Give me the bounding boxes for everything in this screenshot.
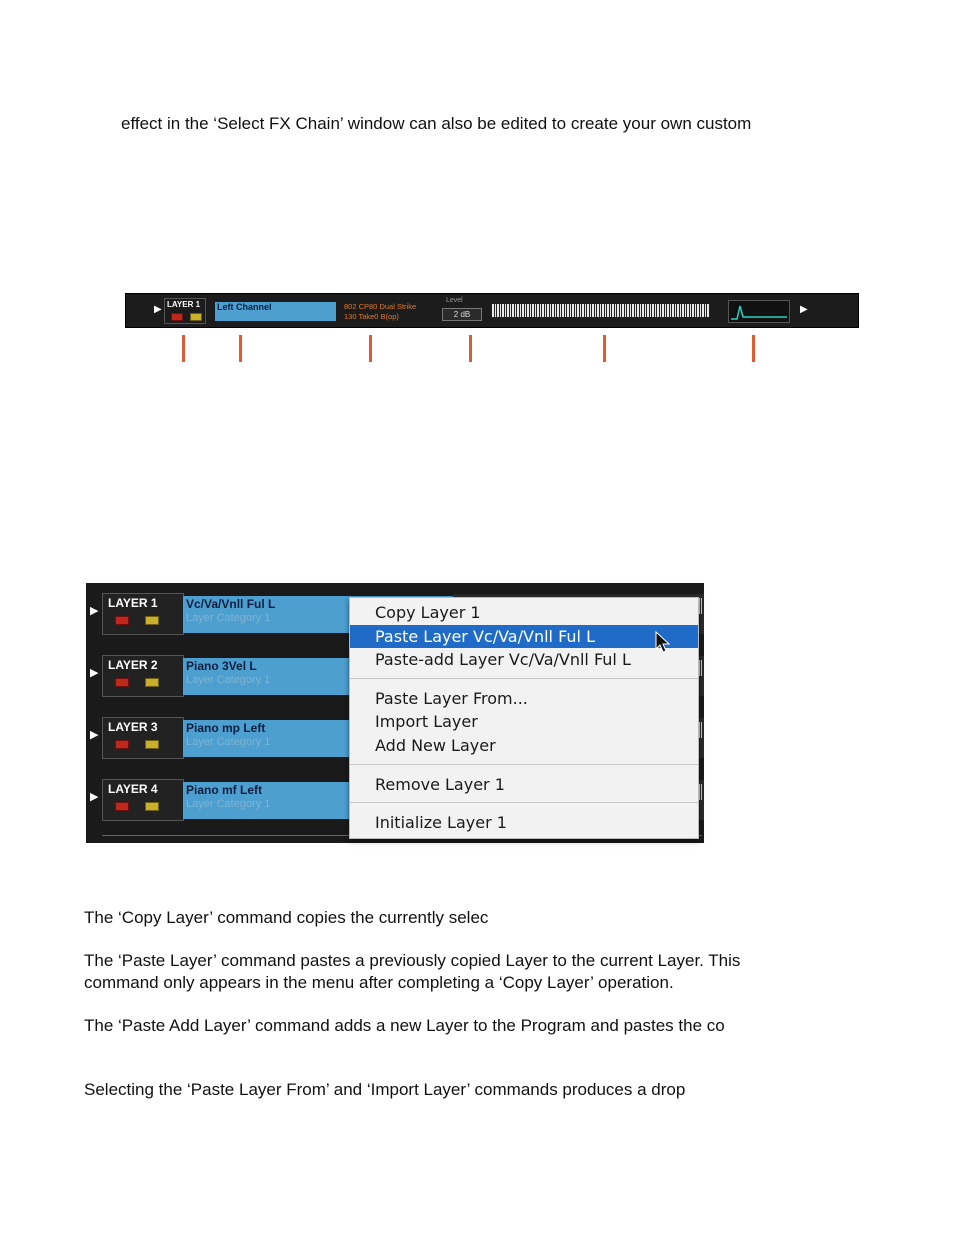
solo-button[interactable] bbox=[145, 678, 159, 687]
layer-label: LAYER 2 bbox=[108, 658, 158, 672]
mouse-pointer-icon bbox=[655, 631, 671, 655]
layer-name: Piano mp Left bbox=[186, 721, 266, 735]
layer-name: Vc/Va/Vnll Ful L bbox=[186, 597, 276, 611]
channel-name-field[interactable] bbox=[215, 302, 336, 321]
layer-label: LAYER 1 bbox=[108, 596, 158, 610]
envelope-display[interactable] bbox=[728, 300, 790, 323]
callout-marker bbox=[182, 335, 185, 362]
menu-item-paste-layer-from[interactable]: Paste Layer From... bbox=[375, 689, 528, 708]
mute-button[interactable] bbox=[115, 616, 129, 625]
level-label: Level bbox=[446, 297, 463, 304]
paste-layer-paragraph-line2: command only appears in the menu after completing a ‘Copy Layer’ operation. bbox=[84, 973, 674, 992]
paste-layer-paragraph-line1: The ‘Paste Layer’ command pastes a previously copied Layer to the current Layer. This bbox=[84, 951, 741, 970]
solo-button[interactable] bbox=[190, 313, 202, 321]
mute-button[interactable] bbox=[171, 313, 183, 321]
menu-item-import-layer[interactable]: Import Layer bbox=[375, 712, 478, 731]
menu-item-paste-layer[interactable]: Paste Layer Vc/Va/Vnll Ful L bbox=[350, 625, 698, 648]
paste-add-layer-paragraph: The ‘Paste Add Layer’ command adds a new Layer to the Program and pastes the co bbox=[84, 1016, 725, 1035]
mute-button[interactable] bbox=[115, 740, 129, 749]
solo-button[interactable] bbox=[145, 616, 159, 625]
channel-name: Left Channel bbox=[217, 302, 272, 312]
callout-marker bbox=[239, 335, 242, 362]
menu-item-remove-layer[interactable]: Remove Layer 1 bbox=[375, 775, 505, 794]
callout-marker bbox=[603, 335, 606, 362]
callout-marker bbox=[752, 335, 755, 362]
mute-button[interactable] bbox=[115, 678, 129, 687]
callout-marker bbox=[369, 335, 372, 362]
keyboard-range[interactable] bbox=[492, 304, 710, 317]
expand-arrow-icon[interactable]: ▶ bbox=[90, 667, 99, 679]
layer-category: Layer Category 1 bbox=[186, 612, 271, 624]
layer-label: LAYER 3 bbox=[108, 720, 158, 734]
mute-button[interactable] bbox=[115, 802, 129, 811]
intro-text: effect in the ‘Select FX Chain’ window can also be edited to create your own custom bbox=[121, 114, 752, 133]
copy-layer-paragraph: The ‘Copy Layer’ command copies the currently selec bbox=[84, 908, 489, 927]
layer-name: Piano 3Vel L bbox=[186, 659, 257, 673]
menu-separator bbox=[350, 764, 698, 765]
layer-category: Layer Category 1 bbox=[186, 674, 271, 686]
menu-item-add-new-layer[interactable]: Add New Layer bbox=[375, 736, 496, 755]
instrument-line-2: 130 Take0 B(op) bbox=[344, 312, 399, 321]
solo-button[interactable] bbox=[145, 802, 159, 811]
paste-layer-from-paragraph: Selecting the ‘Paste Layer From’ and ‘Import Layer’ commands produces a drop bbox=[84, 1080, 686, 1099]
layer-context-menu bbox=[349, 597, 699, 839]
layer-strip bbox=[125, 293, 859, 328]
menu-item-paste-add-layer[interactable]: Paste-add Layer Vc/Va/Vnll Ful L bbox=[375, 650, 631, 669]
expand-arrow-icon[interactable]: ▶ bbox=[90, 791, 99, 803]
menu-separator bbox=[350, 802, 698, 803]
expand-arrow-icon[interactable]: ▶ bbox=[90, 605, 99, 617]
layer-category: Layer Category 1 bbox=[186, 798, 271, 810]
menu-separator bbox=[350, 678, 698, 679]
solo-button[interactable] bbox=[145, 740, 159, 749]
envelope-graph-icon bbox=[729, 301, 789, 322]
menu-item-initialize-layer[interactable]: Initialize Layer 1 bbox=[375, 813, 507, 832]
layer-label: LAYER 4 bbox=[108, 782, 158, 796]
callout-marker bbox=[469, 335, 472, 362]
level-value[interactable]: 2 dB bbox=[442, 308, 482, 321]
layer-label: LAYER 1 bbox=[167, 300, 201, 309]
instrument-line-1: 802 CP80 Dual Strike bbox=[344, 302, 417, 311]
layer-name: Piano mf Left bbox=[186, 783, 263, 797]
expand-arrow-icon[interactable]: ▶ bbox=[154, 304, 162, 315]
expand-arrow-icon[interactable]: ▶ bbox=[90, 729, 99, 741]
menu-item-copy-layer[interactable]: Copy Layer 1 bbox=[375, 603, 481, 622]
layer-category: Layer Category 1 bbox=[186, 736, 271, 748]
next-arrow-icon[interactable]: ▶ bbox=[800, 304, 808, 315]
